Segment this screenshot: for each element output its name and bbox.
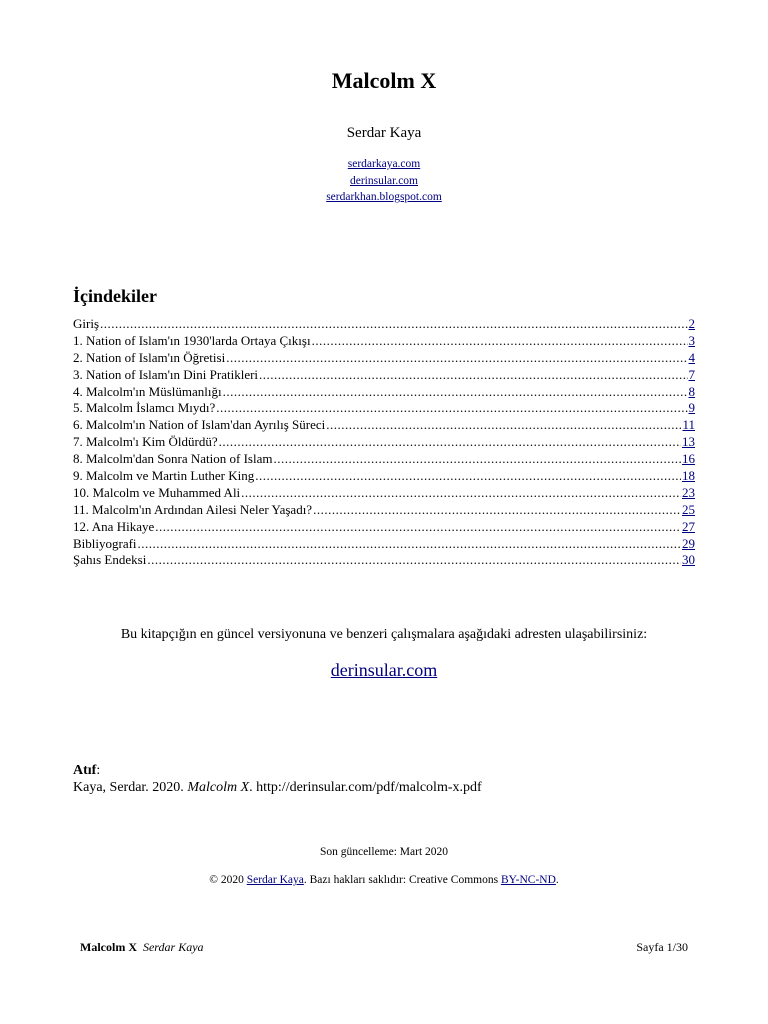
toc-page-link[interactable]: 7 [688,366,695,382]
toc-leader-dots [326,417,681,434]
toc-entry[interactable] [73,552,695,569]
toc-entry-label: Bibliyografi [73,535,137,551]
toc-page-link[interactable]: 4 [688,349,695,365]
toc-leader-dots [138,536,681,553]
last-updated: Son güncelleme: Mart 2020 [319,846,449,858]
notice-site [0,660,768,681]
license-link[interactable]: BY-NC-ND [500,874,556,886]
table-of-contents [73,316,695,569]
toc-entry[interactable] [73,417,695,434]
toc-page-link[interactable]: 27 [682,518,695,534]
toc-page-link[interactable]: 30 [682,552,695,568]
toc-entry[interactable] [73,400,695,417]
toc-page-link[interactable]: 25 [682,501,695,517]
toc-entry[interactable] [73,333,695,350]
citation-text: Kaya, Serdar. 2020. Malcolm X. http://derinsular.com/pdf/malcolm-x.pdf [73,780,482,795]
toc-entry-label: Şahıs Endeksi [73,552,147,568]
toc-entry[interactable] [73,485,695,502]
toc-leader-dots [312,333,688,350]
toc-entry-label: 6. Malcolm'ın Nation of Islam'dan Ayrılış Süreci [73,417,326,433]
author-link[interactable]: Serdar Kaya [246,874,304,886]
document-author: Serdar Kaya [346,125,422,141]
site-link[interactable]: derinsular.com [330,660,438,680]
toc-page-link[interactable]: 29 [682,535,695,551]
toc-leader-dots [259,367,687,384]
link-blogspot[interactable]: serdarkhan.blogspot.com [326,191,442,203]
toc-entry[interactable] [73,536,695,553]
toc-leader-dots [147,552,681,569]
toc-leader-dots [100,316,688,333]
toc-entry-label: 2. Nation of Islam'ın Öğretisi [73,349,226,365]
toc-page-link[interactable]: 8 [688,383,695,399]
toc-page-link[interactable]: 11 [682,417,695,433]
toc-page-link[interactable]: 18 [682,468,695,484]
toc-entry[interactable] [73,434,695,451]
toc-entry[interactable] [73,451,695,468]
toc-entry[interactable] [73,384,695,401]
toc-leader-dots [223,384,688,401]
toc-leader-dots [216,400,687,417]
toc-entry-label: 9. Malcolm ve Martin Luther King [73,468,255,484]
document-title: Malcolm X [331,68,437,93]
toc-entry-label: 10. Malcolm ve Muhammed Ali [73,484,241,500]
toc-page-link[interactable]: 16 [682,451,695,467]
toc-entry-label: 7. Malcolm'ı Kim Öldürdü? [73,434,218,450]
toc-entry[interactable] [73,502,695,519]
toc-heading: İçindekiler [73,286,157,306]
toc-leader-dots [155,519,681,536]
toc-leader-dots [241,485,681,502]
notice-text: Bu kitapçığın en güncel versiyonuna ve benzeri çalışmalara aşağıdaki adresten ulaşabilirsiniz: [120,627,648,642]
toc-leader-dots [219,434,681,451]
toc-entry[interactable] [73,519,695,536]
toc-leader-dots [255,468,681,485]
toc-leader-dots [273,451,681,468]
toc-entry[interactable] [73,367,695,384]
link-derinsular[interactable]: derinsular.com [349,174,419,187]
toc-page-link[interactable]: 2 [688,316,695,331]
toc-leader-dots [313,502,681,519]
toc-entry[interactable] [73,468,695,485]
toc-page-link[interactable]: 3 [688,332,695,348]
author-links [0,156,768,206]
link-serdarkaya[interactable]: serdarkaya.com [347,158,421,170]
toc-page-link[interactable]: 13 [682,434,695,450]
toc-entry-label: 12. Ana Hikaye [73,518,155,534]
toc-entry-label: 11. Malcolm'ın Ardından Ailesi Neler Yaşadı? [73,501,313,517]
citation-label: Atıf: [73,763,101,778]
toc-entry[interactable] [73,350,695,367]
toc-entry-label: Giriş [73,316,99,331]
toc-entry-label: 3. Nation of Islam'ın Dini Pratikleri [73,366,259,382]
footer-title: Malcolm X Serdar Kaya [80,940,204,954]
toc-page-link[interactable]: 9 [688,400,695,416]
toc-entry-label: 4. Malcolm'ın Müslümanlığı [73,383,222,399]
toc-entry[interactable] [73,316,695,333]
license-line: © 2020 Serdar Kaya. Bazı hakları saklıdır: Creative Commons BY-NC-ND. [209,874,559,886]
toc-leader-dots [226,350,687,367]
toc-entry-label: 1. Nation of Islam'ın 1930'larda Ortaya Çıkışı [73,332,311,348]
footer-page-number: Sayfa 1/30 [636,940,688,954]
toc-entry-label: 8. Malcolm'dan Sonra Nation of Islam [73,451,273,467]
toc-page-link[interactable]: 23 [682,484,695,500]
toc-entry-label: 5. Malcolm İslamcı Mıydı? [73,400,216,416]
citation-title: Malcolm X [187,780,250,795]
